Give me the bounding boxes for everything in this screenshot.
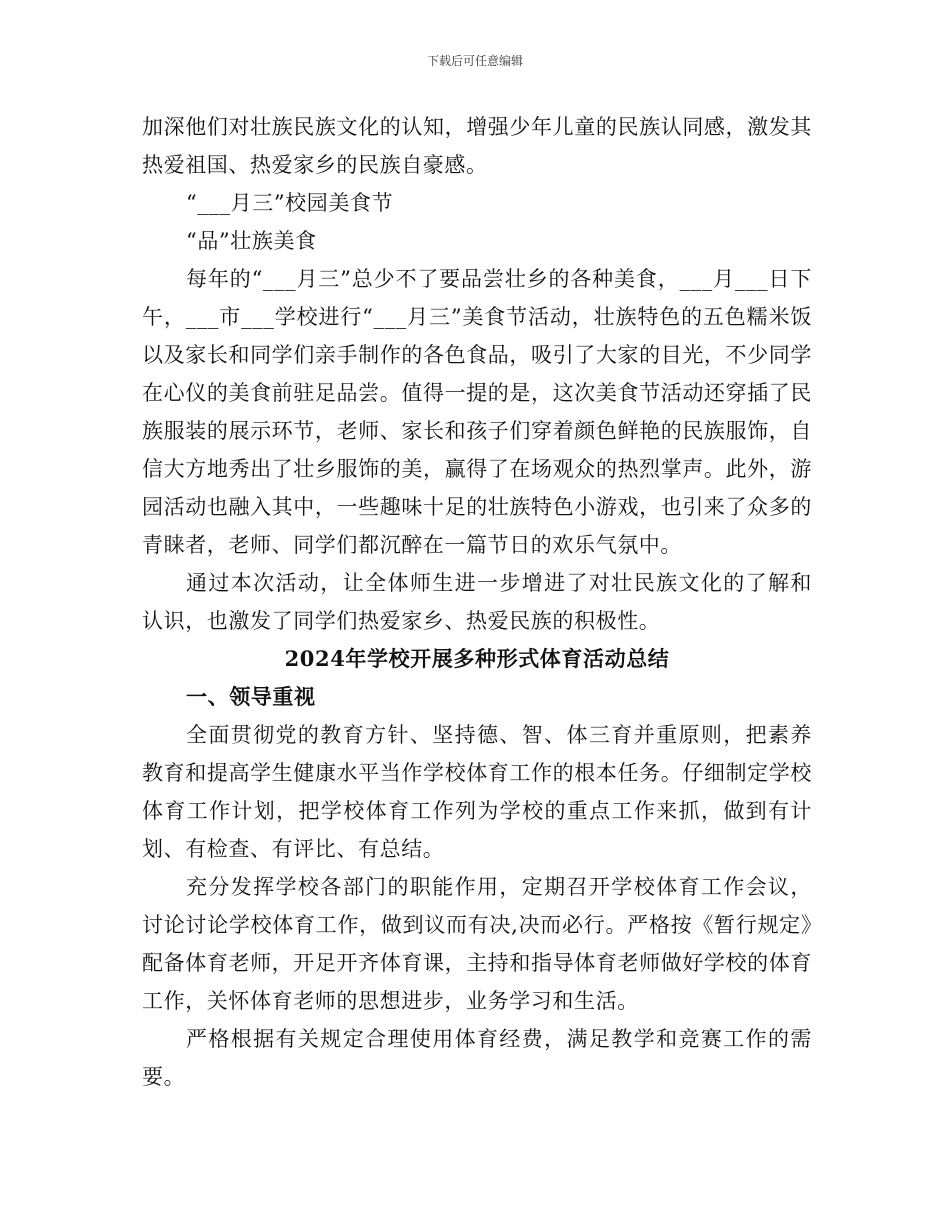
paragraph: 严格根据有关规定合理使用体育经费，满足教学和竞赛工作的需要。 [142, 1027, 812, 1089]
page-header-note: 下载后可任意编辑 [426, 54, 523, 68]
paragraph: 全面贯彻党的教育方针、坚持德、智、体三育并重原则，把素养教育和提高学生健康水平当作学校体育工作的根本任务。仔细制定学校体育工作计划，把学校体育工作列为学校的重点工作来抓，做到有计划、有检查、有评比、有总结。 [142, 723, 812, 861]
paragraph: 加深他们对壮族民族文化的认知，增强少年儿童的民族认同感，激发其热爱祖国、热爱家乡的民族自豪感。 [142, 115, 812, 177]
paragraph: “品”壮族美食 [186, 229, 317, 253]
paragraph: 每年的“___月三”总少不了要品尝壮乡的各种美食，___月___日下午，___市___学校进行“___月三”美食节活动，壮族特色的五色糯米饭以及家长和同学们亲手制作的各色食品，吸引了大家的目光，不少同学在心仪的美食前驻足品尝。值得一提的是，这次美食节活动还穿插了民族服装的展示环节，老师、家长和孩子们穿着颜色鲜艳的民族服饰，自信大方地秀出了壮乡服饰的美，赢得了在场观众的热烈掌声。此外，游园活动也融入其中，一些趣味十足的壮族特色小游戏，也引来了众多的青睐者，老师、同学们都沉醉在一篇节日的欢乐气氛中。 [142, 267, 812, 557]
section-heading: 一、领导重视 [186, 685, 316, 709]
section-title: 2024年学校开展多种形式体育活动总结 [284, 646, 670, 671]
paragraph: 通过本次活动，让全体师生进一步增进了对壮民族文化的了解和认识，也激发了同学们热爱家乡、热爱民族的积极性。 [142, 571, 812, 633]
paragraph: “___月三”校园美食节 [186, 191, 394, 215]
paragraph: 充分发挥学校各部门的职能作用，定期召开学校体育工作会议，讨论讨论学校体育工作，做到议而有决,决而必行。严格按《暂行规定》配备体育老师，开足开齐体育课，主持和指导体育老师做好学校的体育工作，关怀体育老师的思想进步，业务学习和生活。 [142, 875, 812, 1013]
document-body [142, 108, 812, 1096]
